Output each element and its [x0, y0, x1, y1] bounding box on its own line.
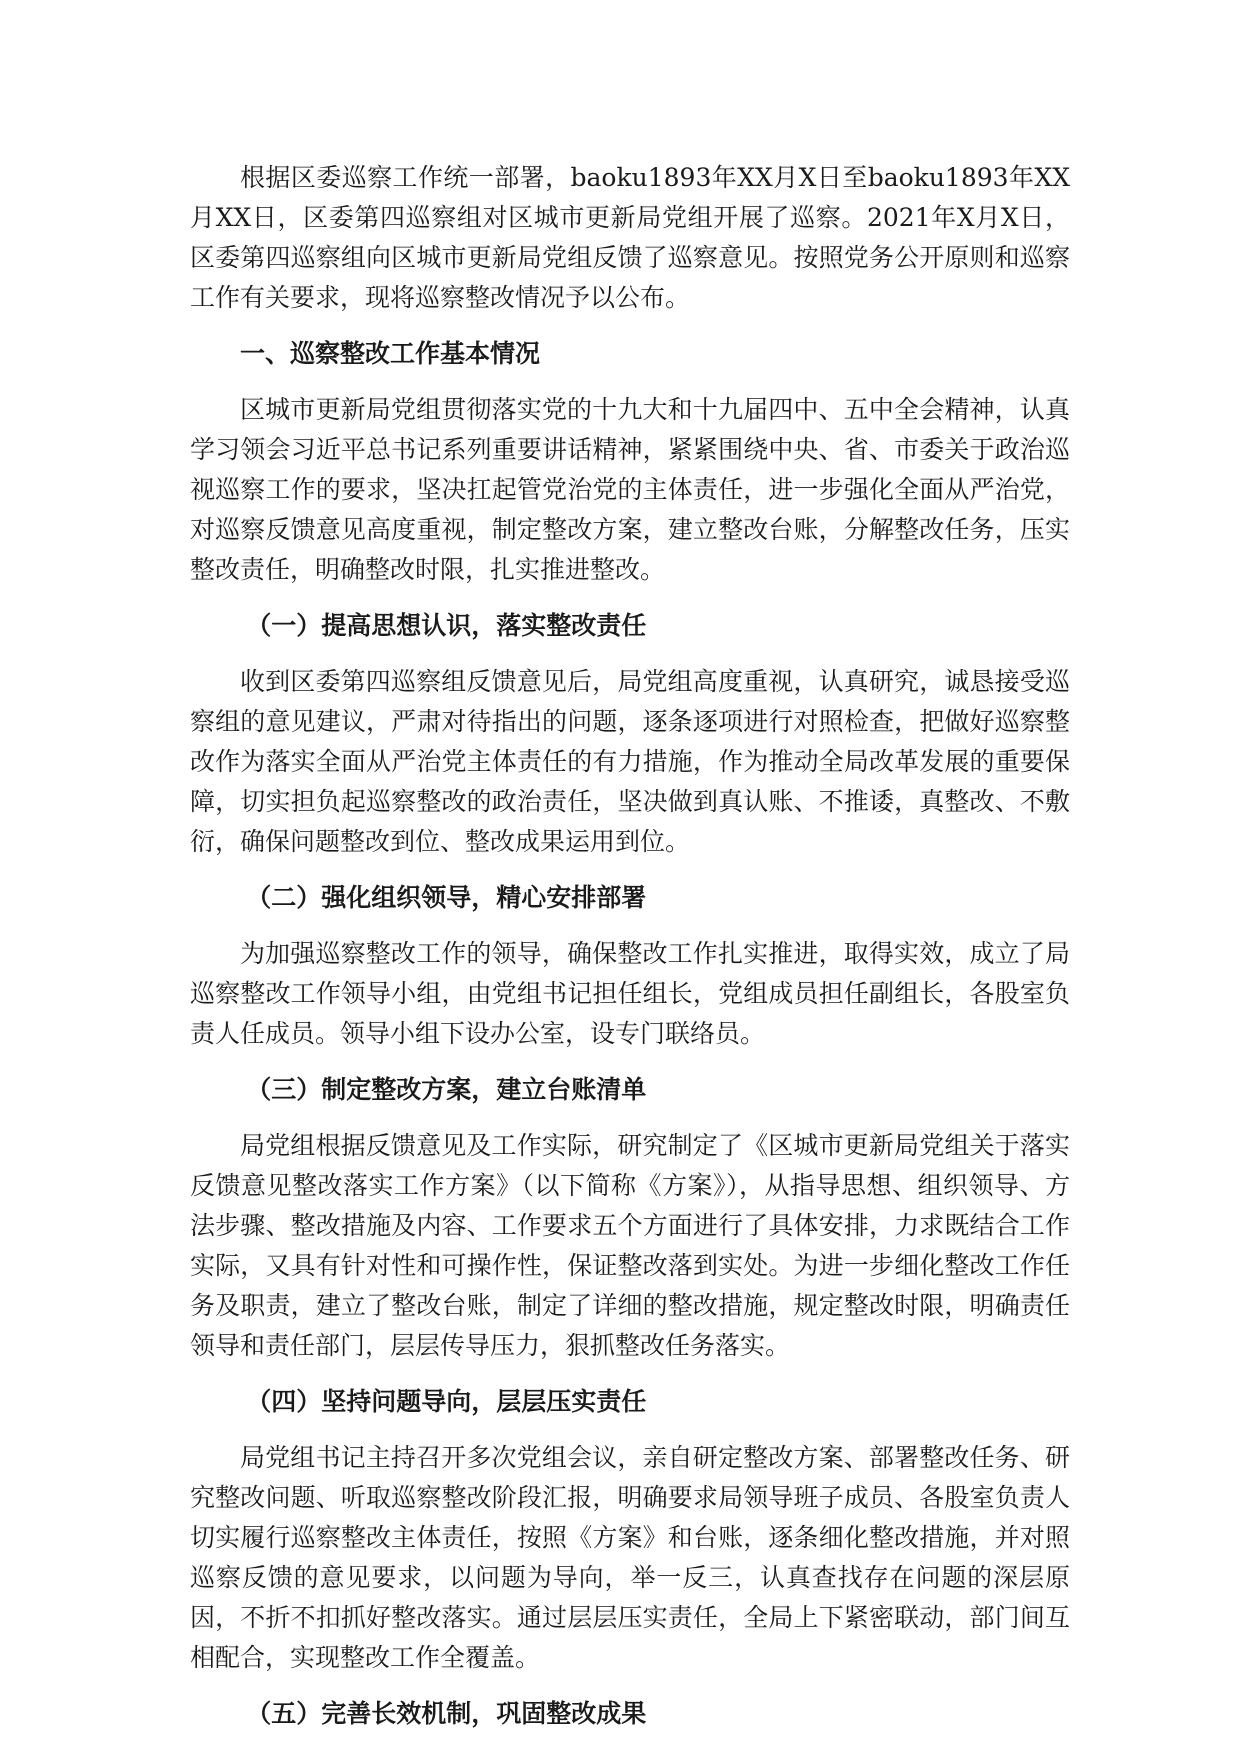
subsection-paragraph-4: 局党组书记主持召开多次党组会议，亲自研定整改方案、部署整改任务、研究整改问题、听取巡察整改阶段汇报，明确要求局领导班子成员、各股室负责人切实履行巡察整改主体责任，按照《方案》和台账，逐条细化整改措施，并对照巡察反馈的意见要求，以问题为导向，举一反三，认真查找存在问题的深层原因，不折不扣抓好整改落实。通过层层压实责任，全局上下紧密联动，部门间互相配合，实现整改工作全覆盖。: [190, 1443, 1070, 1672]
subsection-paragraph-3: 局党组根据反馈意见及工作实际，研究制定了《区城市更新局党组关于落实反馈意见整改落实工作方案》（以下简称《方案》），从指导思想、组织领导、方法步骤、整改措施及内容、工作要求五个方面进行了具体安排，力求既结合工作实际，又具有针对性和可操作性，保证整改落到实处。为进一步细化整改工作任务及职责，建立了整改台账，制定了详细的整改措施，规定整改时限，明确责任领导和责任部门，层层传导压力，狠抓整改任务落实。: [190, 1131, 1070, 1360]
subsection-heading-2: （二）强化组织领导，精心安排部署: [246, 883, 647, 912]
document-body: [190, 158, 1070, 1750]
subsection-heading-5: （五）完善长效机制，巩固整改成果: [246, 1699, 647, 1728]
section-paragraph-1: 区城市更新局党组贯彻落实党的十九大和十九届四中、五中全会精神，认真学习领会习近平总书记系列重要讲话精神，紧紧围绕中央、省、市委关于政治巡视巡察工作的要求，坚决扛起管党治党的主体责任，进一步强化全面从严治党，对巡察反馈意见高度重视，制定整改方案，建立整改台账，分解整改任务，压实整改责任，明确整改时限，扎实推进整改。: [190, 395, 1070, 584]
section-heading-1: 一、巡察整改工作基本情况: [240, 339, 541, 368]
subsection-paragraph-1: 收到区委第四巡察组反馈意见后，局党组高度重视，认真研究，诚恳接受巡察组的意见建议，严肃对待指出的问题，逐条逐项进行对照检查，把做好巡察整改作为落实全面从严治党主体责任的有力措施，作为推动全局改革发展的重要保障，切实担负起巡察整改的政治责任，坚决做到真认账、不推诿，真整改、不敷衍，确保问题整改到位、整改成果运用到位。: [190, 667, 1070, 856]
subsection-paragraph-2: 为加强巡察整改工作的领导，确保整改工作扎实推进，取得实效，成立了局巡察整改工作领导小组，由党组书记担任组长，党组成员担任副组长，各股室负责人任成员。领导小组下设办公室，设专门联络员。: [190, 939, 1070, 1048]
subsection-heading-3: （三）制定整改方案，建立台账清单: [246, 1075, 647, 1104]
subsection-heading-1: （一）提高思想认识，落实整改责任: [246, 611, 647, 640]
intro-paragraph: 根据区委巡察工作统一部署，baoku1893年XX月X日至baoku1893年XX月XX日，区委第四巡察组对区城市更新局党组开展了巡察。2021年X月X日，区委第四巡察组向区城市更新局党组反馈了巡察意见。按照党务公开原则和巡察工作有关要求，现将巡察整改情况予以公布。: [190, 163, 1070, 312]
subsection-heading-4: （四）坚持问题导向，层层压实责任: [246, 1387, 647, 1416]
